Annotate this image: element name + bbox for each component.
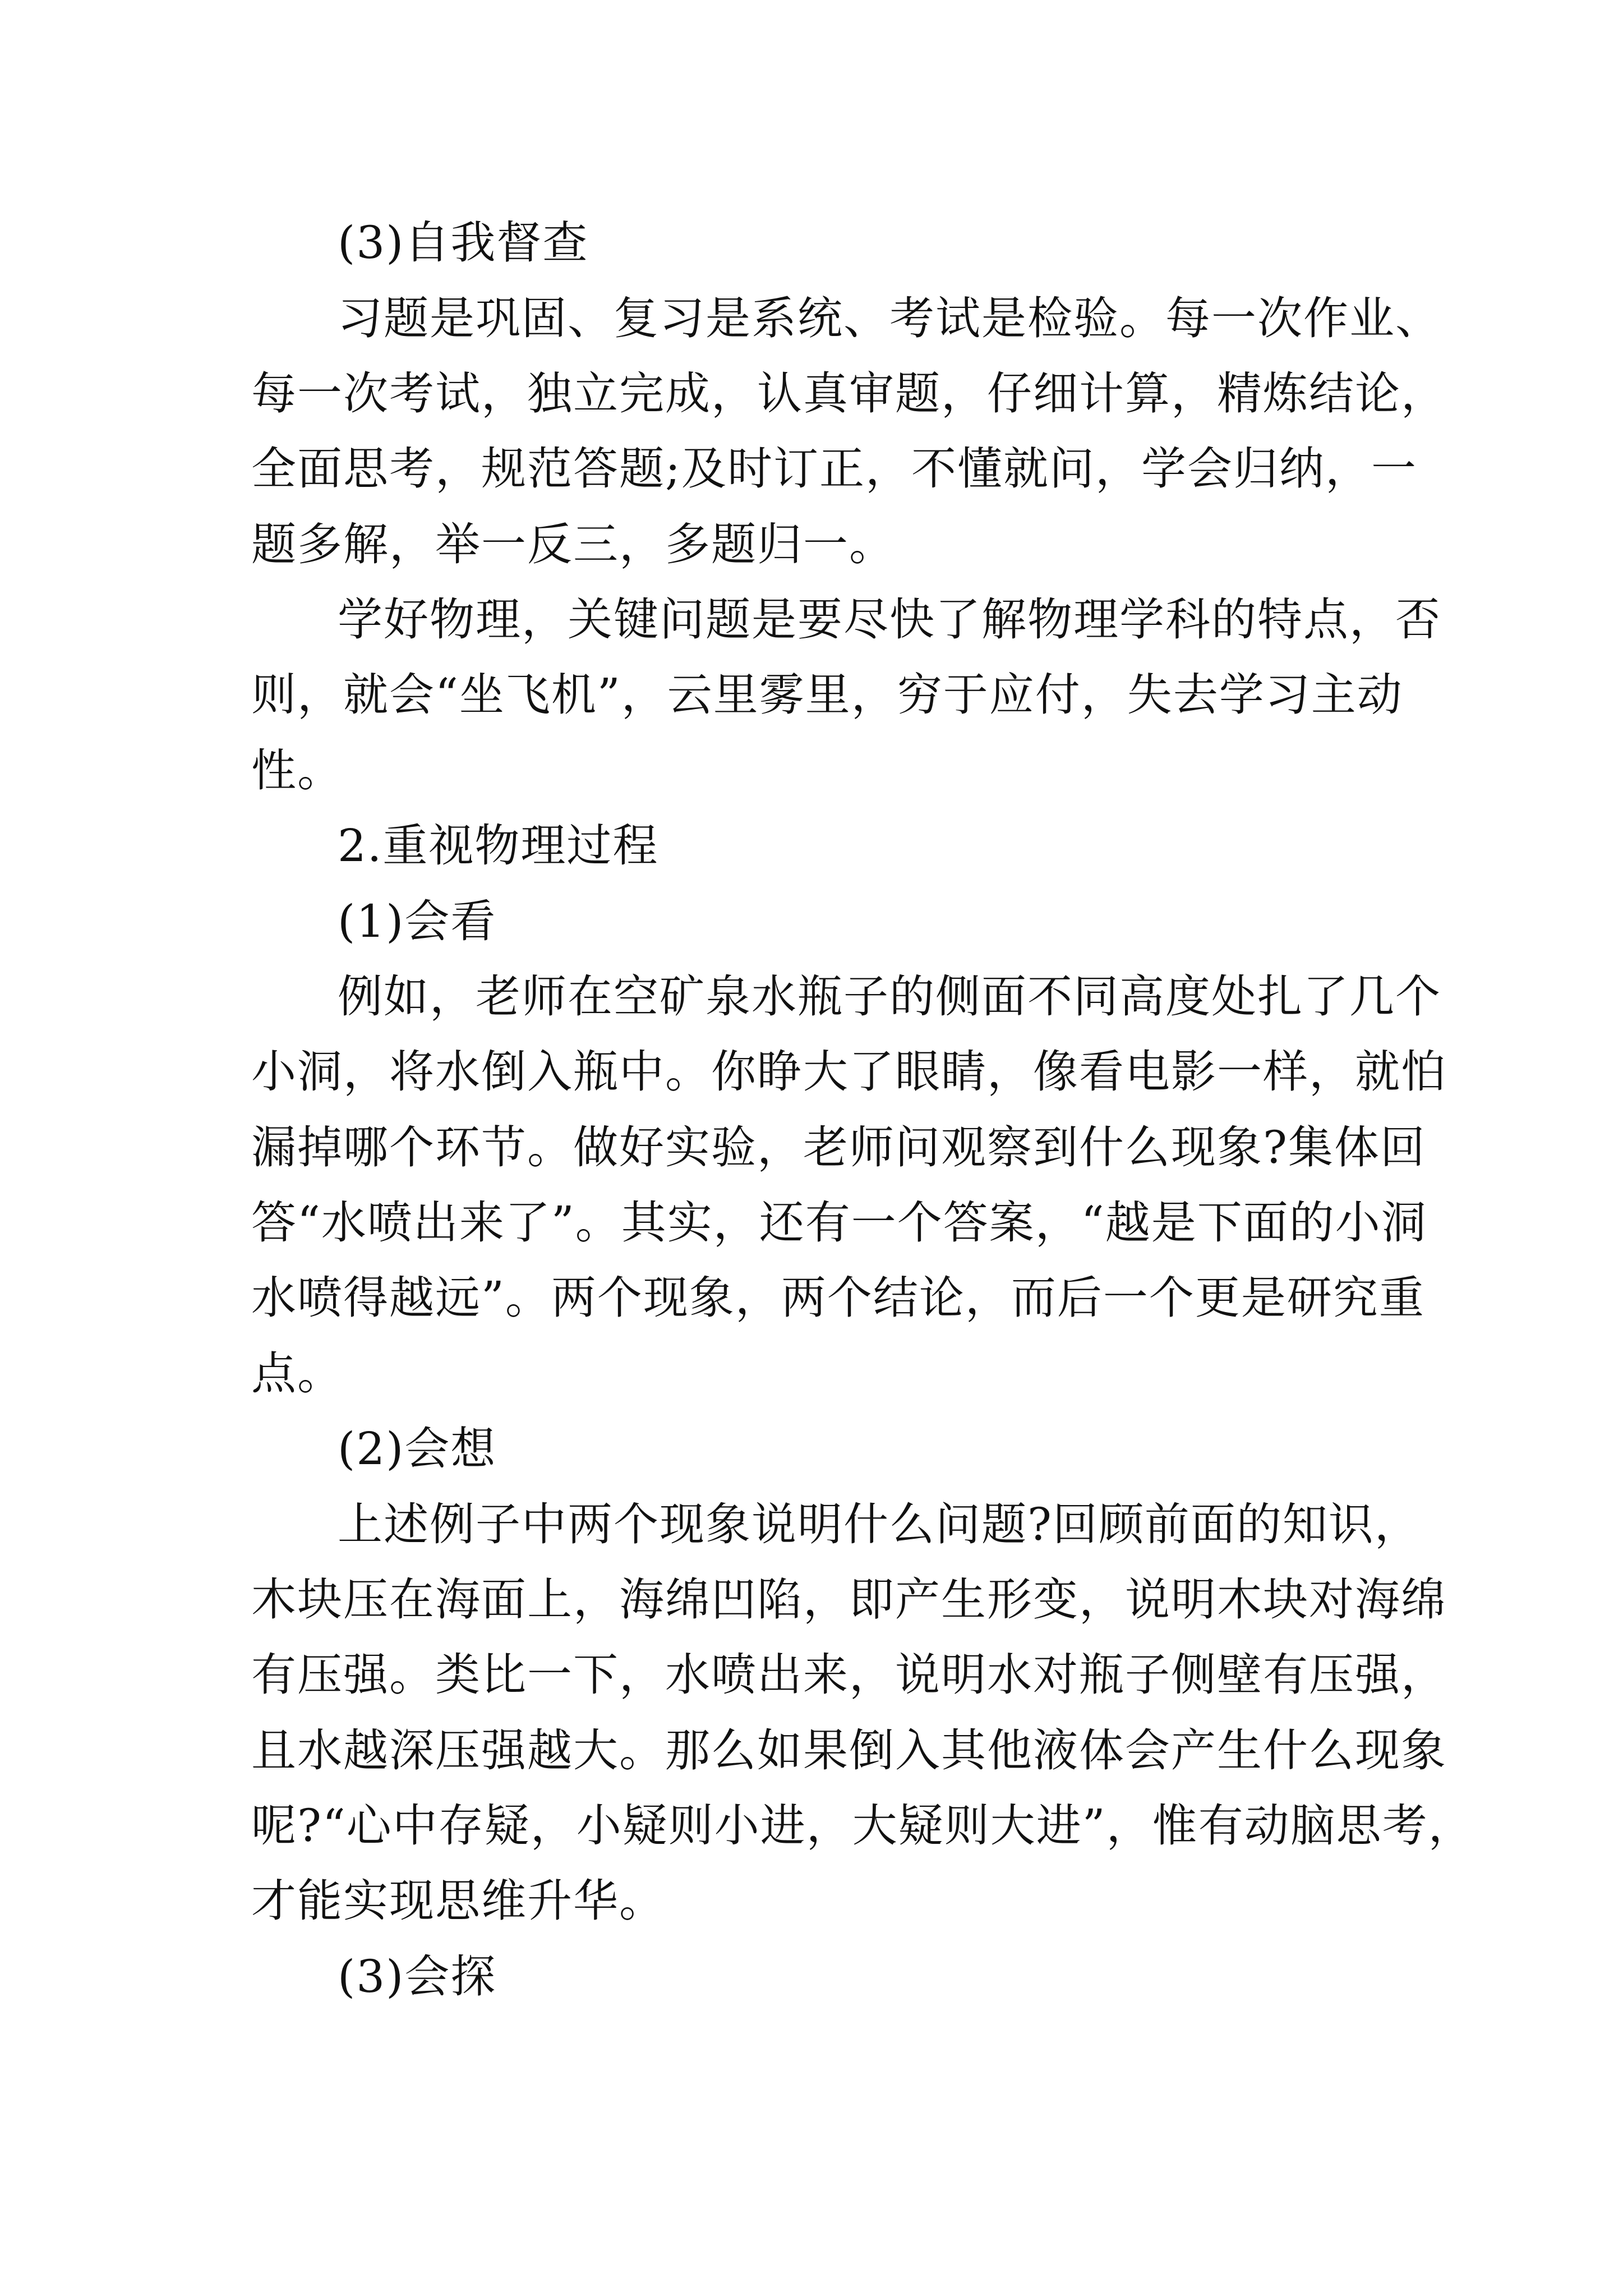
paragraph-line: 木块压在海面上，海绵凹陷，即产生形变，说明木块对海绵 bbox=[251, 1573, 1447, 1626]
paragraph-line: 漏掉哪个环节。做好实验，老师问观察到什么现象?集体回 bbox=[251, 1121, 1426, 1174]
paragraph-line: 例如，老师在空矿泉水瓶子的侧面不同高度处扎了几个 bbox=[338, 970, 1441, 1023]
paragraph-line: 小洞，将水倒入瓶中。你睁大了眼睛，像看电影一样，就怕 bbox=[251, 1046, 1447, 1098]
section-heading-physics-process: 2.重视物理过程 bbox=[338, 820, 659, 872]
paragraph-line: 上述例子中两个现象说明什么问题?回顾前面的知识， bbox=[338, 1498, 1421, 1550]
subheading-look: (1)会看 bbox=[338, 895, 497, 947]
subheading-self-check: (3)自我督查 bbox=[338, 217, 589, 269]
paragraph-line: 呢?“心中存疑，小疑则小进，大疑则大进”，惟有动脑思考， bbox=[251, 1800, 1474, 1852]
paragraph-line: 全面思考，规范答题;及时订正，不懂就问，学会归纳，一 bbox=[251, 443, 1417, 495]
paragraph-line: 习题是巩固、复习是系统、考试是检验。每一次作业、 bbox=[338, 292, 1441, 344]
paragraph-line: 性。 bbox=[251, 744, 343, 797]
subheading-explore: (3)会探 bbox=[338, 1950, 497, 2003]
paragraph-line: 学好物理，关键问题是要尽快了解物理学科的特点，否 bbox=[338, 593, 1441, 646]
paragraph-line: 每一次考试，独立完成，认真审题，仔细计算，精炼结论， bbox=[251, 367, 1447, 420]
subheading-think: (2)会想 bbox=[338, 1423, 497, 1475]
paragraph-line: 且水越深压强越大。那么如果倒入其他液体会产生什么现象 bbox=[251, 1724, 1447, 1777]
paragraph-line: 则，就会“坐飞机”，云里雾里，穷于应付，失去学习主动 bbox=[251, 669, 1403, 721]
paragraph-line: 才能实现思维升华。 bbox=[251, 1875, 665, 1927]
paragraph-line: 题多解，举一反三，多题归一。 bbox=[251, 518, 895, 570]
paragraph-line: 答“水喷出来了”。其实，还有一个答案，“越是下面的小洞 bbox=[251, 1197, 1427, 1249]
paragraph-line: 点。 bbox=[251, 1347, 343, 1400]
paragraph-line: 有压强。类比一下，水喷出来，说明水对瓶子侧壁有压强， bbox=[251, 1649, 1447, 1701]
paragraph-line: 水喷得越远”。两个现象，两个结论，而后一个更是研究重 bbox=[251, 1272, 1425, 1324]
